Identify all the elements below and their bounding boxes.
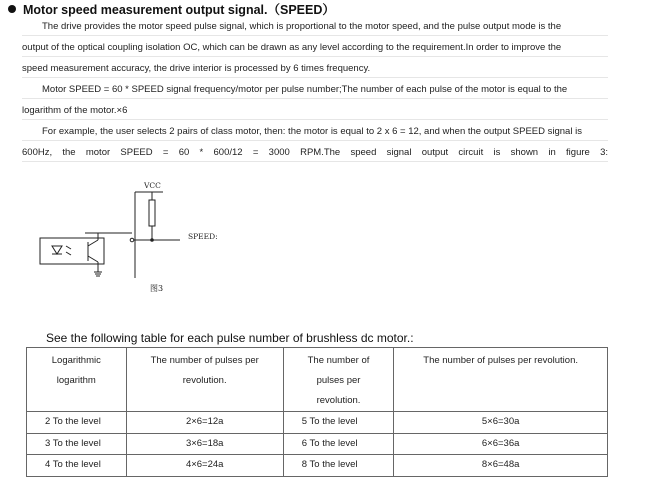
table-header-cell: The number of pulses per revolution. — [394, 348, 608, 412]
paragraph-line: The drive provides the motor speed pulse signal, which is proportional to the motor speed, and the pulse output mode is the — [42, 21, 562, 32]
table-cell: 2×6=12a — [126, 412, 283, 434]
pulse-number-table — [26, 347, 608, 477]
table-cell: 3 To the level — [27, 433, 127, 455]
table-cell: 6 To the level — [283, 433, 394, 455]
line-divider — [22, 35, 608, 36]
paragraph-line: speed measurement accuracy, the drive interior is processed by 6 times frequency. — [22, 63, 371, 74]
paragraph-line: 600Hz, the motor SPEED = 60 * 600/12 = 3000 RPM.The speed signal output circuit is shown in figure 3: — [22, 147, 608, 158]
paragraph-line: logarithm of the motor.×6 — [22, 105, 128, 116]
table-header-cell: The number of pulses per revolution. — [126, 348, 283, 412]
table-cell: 2 To the level — [27, 412, 127, 434]
table-cell: 5 To the level — [283, 412, 394, 434]
line-divider — [22, 140, 608, 141]
speed-output-circuit-diagram — [30, 178, 230, 298]
table-header-row — [27, 348, 608, 412]
line-divider — [22, 119, 608, 120]
section-heading-text: Motor speed measurement output signal.（SPEED） — [23, 3, 335, 17]
table-row — [27, 433, 608, 455]
line-divider — [22, 98, 608, 99]
table-cell: 8×6=48a — [394, 455, 608, 477]
table-row — [27, 455, 608, 477]
table-cell: 5×6=30a — [394, 412, 608, 434]
line-divider — [22, 161, 608, 162]
table-title: See the following table for each pulse number of brushless dc motor.: — [46, 331, 414, 345]
paragraph-line: output of the optical coupling isolation OC, which can be drawn as any level according to the requirement.In order to improve the — [22, 42, 562, 53]
line-divider — [22, 77, 608, 78]
paragraph-line: Motor SPEED = 60 * SPEED signal frequency/motor per pulse number;The number of each pulse of the motor is equal to the — [42, 84, 568, 95]
table-cell: 4×6=24a — [126, 455, 283, 477]
section-heading — [8, 0, 335, 18]
table-header-cell: Logarithmic logarithm — [27, 348, 127, 412]
line-divider — [22, 56, 608, 57]
table-cell: 8 To the level — [283, 455, 394, 477]
figure-caption: 图3 — [150, 284, 164, 293]
table-header-cell: The number of pulses per revolution. — [283, 348, 394, 412]
bullet-icon — [8, 5, 16, 13]
table-cell: 6×6=36a — [394, 433, 608, 455]
speed-label: SPEED: — [188, 232, 218, 241]
table-cell: 4 To the level — [27, 455, 127, 477]
table-cell: 3×6=18a — [126, 433, 283, 455]
table-row — [27, 412, 608, 434]
paragraph-line: For example, the user selects 2 pairs of class motor, then: the motor is equal to 2 x 6 = 12, and when the output SPEED signal is — [42, 126, 582, 137]
vcc-label: VCC — [144, 181, 161, 190]
